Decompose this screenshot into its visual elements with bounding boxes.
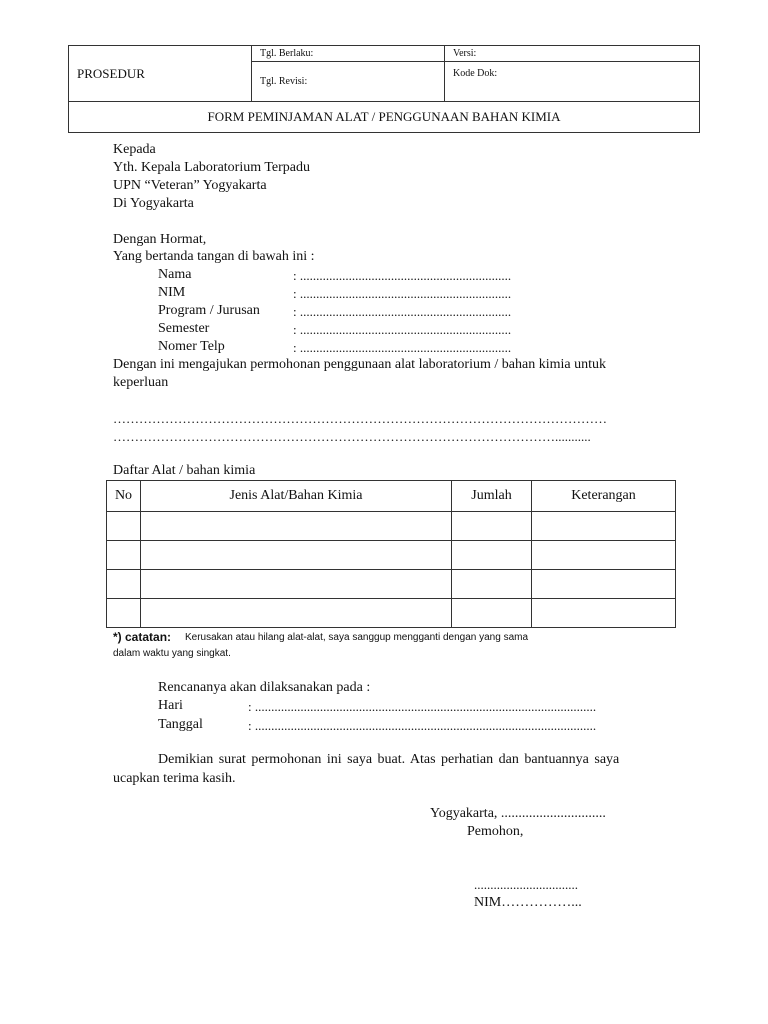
- table-row: [107, 570, 676, 599]
- field-value-telp[interactable]: : .................................................................: [293, 340, 512, 355]
- field-value-program[interactable]: : .................................................................: [293, 304, 512, 319]
- column-header-jenis: Jenis Alat/Bahan Kimia: [141, 481, 452, 512]
- closing-text: ucapkan terima kasih.: [113, 771, 236, 786]
- table-cell[interactable]: [452, 570, 532, 599]
- table-header-row: [107, 481, 676, 512]
- tgl-berlaku-label: Tgl. Berlaku:: [260, 48, 314, 59]
- form-title: FORM PEMINJAMAN ALAT / PENGGUNAAN BAHAN KIMIA: [207, 109, 561, 124]
- table-cell[interactable]: [452, 512, 532, 541]
- kode-dok-label: Kode Dok:: [453, 68, 498, 79]
- column-header-jumlah: Jumlah: [452, 481, 532, 512]
- field-value-nama[interactable]: : .................................................................: [293, 268, 512, 283]
- tanggal-field[interactable]: : .........................................................................................................: [248, 718, 597, 733]
- table-cell[interactable]: [141, 570, 452, 599]
- hari-label: Hari: [158, 698, 183, 713]
- header-divider: [251, 46, 252, 101]
- field-label-semester: Semester: [158, 321, 210, 336]
- signature-name-line[interactable]: ................................: [474, 877, 578, 892]
- tanggal-label: Tanggal: [158, 717, 203, 732]
- table-cell[interactable]: [532, 599, 676, 628]
- address-line: Yth. Kepala Laboratorium Terpadu: [113, 160, 311, 175]
- items-list-title: Daftar Alat / bahan kimia: [113, 463, 256, 478]
- table-cell[interactable]: [532, 570, 676, 599]
- tgl-revisi-label: Tgl. Revisi:: [260, 76, 308, 87]
- header-divider: [69, 101, 699, 102]
- table-row: [107, 599, 676, 628]
- versi-label: Versi:: [453, 48, 477, 59]
- table-cell[interactable]: [532, 541, 676, 570]
- field-value-semester[interactable]: : .................................................................: [293, 322, 512, 337]
- prosedur-label: PROSEDUR: [77, 66, 145, 81]
- request-text: Dengan ini mengajukan permohonan penggunaan alat laboratorium / bahan kimia untuk: [113, 357, 606, 372]
- note-text: dalam waktu yang singkat.: [113, 648, 231, 659]
- request-text: keperluan: [113, 375, 169, 390]
- signature-nim: NIM……………...: [474, 895, 582, 910]
- hari-field[interactable]: : .........................................................................................................: [248, 699, 597, 714]
- column-header-keterangan: Keterangan: [532, 481, 676, 512]
- table-cell[interactable]: [107, 570, 141, 599]
- field-label-nim: NIM: [158, 285, 186, 300]
- table-cell[interactable]: [452, 541, 532, 570]
- note-label: *) catatan:: [113, 630, 172, 644]
- field-label-telp: Nomer Telp: [158, 339, 225, 354]
- document-header-table: [68, 45, 700, 133]
- items-table: [106, 480, 676, 628]
- intro-text: Yang bertanda tangan di bawah ini :: [113, 249, 315, 264]
- plan-intro: Rencananya akan dilaksanakan pada :: [158, 680, 371, 695]
- address-line: Kepada: [113, 142, 156, 157]
- table-row: [107, 541, 676, 570]
- table-cell[interactable]: [107, 512, 141, 541]
- greeting-text: Dengan Hormat,: [113, 232, 207, 247]
- purpose-line[interactable]: …………………………………………………………………………………………...........: [113, 429, 591, 444]
- header-divider: [444, 46, 445, 101]
- table-row: [107, 512, 676, 541]
- header-divider: [251, 61, 700, 62]
- address-line: UPN “Veteran” Yogyakarta: [113, 178, 267, 193]
- address-line: Di Yogyakarta: [113, 196, 194, 211]
- table-cell[interactable]: [141, 512, 452, 541]
- field-label-nama: Nama: [158, 267, 192, 282]
- column-header-no: No: [107, 481, 141, 512]
- purpose-line[interactable]: ……………………………………………………………………………………………………: [113, 411, 607, 426]
- table-cell[interactable]: [141, 599, 452, 628]
- pemohon-label: Pemohon,: [467, 824, 524, 839]
- field-value-nim[interactable]: : .................................................................: [293, 286, 512, 301]
- table-cell[interactable]: [141, 541, 452, 570]
- place-date: Yogyakarta, ..............................: [430, 806, 606, 821]
- table-cell[interactable]: [107, 541, 141, 570]
- table-cell[interactable]: [452, 599, 532, 628]
- note-text: Kerusakan atau hilang alat-alat, saya sanggup mengganti dengan yang sama: [185, 632, 529, 643]
- field-label-program: Program / Jurusan: [158, 303, 260, 318]
- table-cell[interactable]: [532, 512, 676, 541]
- closing-text: Demikian surat permohonan ini saya buat. Atas perhatian dan bantuannya saya: [158, 752, 620, 767]
- table-cell[interactable]: [107, 599, 141, 628]
